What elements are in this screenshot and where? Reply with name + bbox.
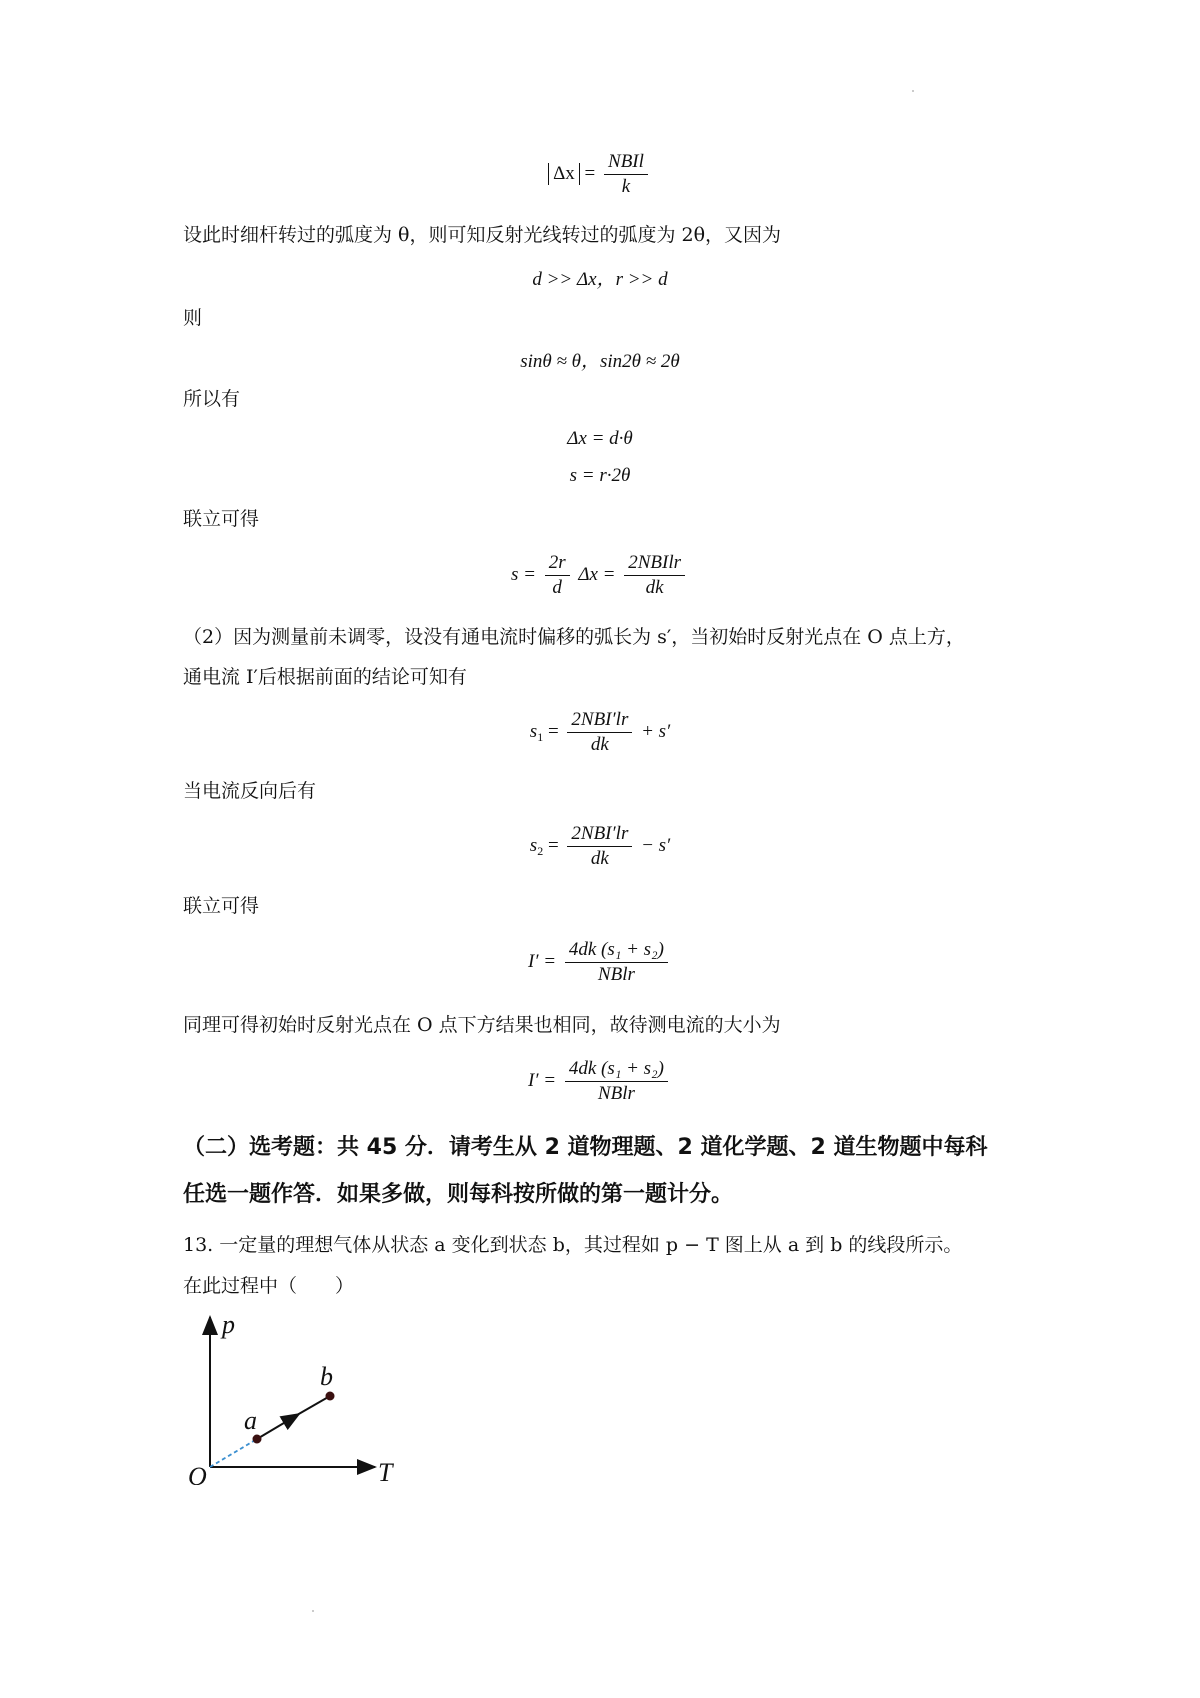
eq1-num: NBIl <box>604 150 648 175</box>
eq7-sub: 1 <box>537 729 544 744</box>
eq6-num2: 2NBIlr <box>624 551 685 576</box>
T-axis-label: T <box>378 1458 393 1485</box>
p-axis-label: p <box>222 1310 235 1339</box>
equation-s-r-2theta: s = r·2θ <box>569 465 631 486</box>
scan-mark <box>912 90 914 92</box>
equation-s-result <box>0 551 1200 600</box>
text-part2-line1: （2）因为测量前未调零，设没有通电流时偏移的弧长为 s′，当初始时反射光点在 O 点上方， <box>183 626 965 648</box>
text-angle: 设此时细杆转过的弧度为 θ，则可知反射光线转过的弧度为 2θ，又因为 <box>183 224 782 246</box>
text-then: 则 <box>183 307 203 329</box>
eq6-den2: dk <box>645 577 664 598</box>
eq10-den: NBlr <box>597 1083 635 1104</box>
eq7-lhs: s <box>529 720 538 742</box>
equation-s1: $s_1$ = $\frac{\text{2NBI′lr}}{dk}$ + s′ <box>529 709 671 755</box>
eq7-num: 2NBI′lr <box>567 708 632 733</box>
text-part2-line2: 通电流 I′后根据前面的结论可知有 <box>183 666 467 688</box>
text-combine-2: 联立可得 <box>183 895 260 917</box>
eq9-lhs: I′ = <box>528 950 557 972</box>
question-13-line1: 13. 一定量的理想气体从状态 a 变化到状态 b，其过程如 p − T 图上从 a 到 b 的线段所示。 <box>183 1234 963 1256</box>
origin-label: O <box>188 1462 207 1485</box>
eq1-lhs: Δx <box>548 163 580 185</box>
eq8-num: 2NBI′lr <box>567 822 632 847</box>
section-heading-line1: （二）选考题：共 45 分．请考生从 2 道物理题、2 道化学题、2 道生物题中每科 <box>183 1135 988 1160</box>
text-same-below: 同理可得初始时反射光点在 O 点下方结果也相同，故待测电流的大小为 <box>183 1014 781 1036</box>
point-b <box>326 1392 335 1401</box>
equation-small-angle: sinθ ≈ θ，sin2θ ≈ 2θ <box>520 351 680 372</box>
equation-delta-x-d-theta: Δx = d·θ <box>567 428 633 449</box>
eq8-lhs: s <box>529 834 538 856</box>
eq6-num1: 2r <box>545 551 570 576</box>
eq9-num: 4dk (s₁ + s₂) <box>565 938 668 963</box>
eq9-den: NBlr <box>597 964 635 985</box>
eq1-den: k <box>621 176 631 197</box>
point-a-label: a <box>244 1406 257 1435</box>
equation-approx-conditions: d >> Δx，r >> d <box>532 269 668 290</box>
point-a <box>253 1435 262 1444</box>
eq6-mid: Δx = <box>578 563 616 585</box>
equation-current-1 <box>0 938 1200 987</box>
eq8-sub: 2 <box>537 843 544 858</box>
process-arrow <box>257 1414 299 1439</box>
p-T-diagram <box>180 1305 410 1485</box>
section-heading-line2: 任选一题作答．如果多做，则每科按所做的第一题计分。 <box>183 1182 734 1207</box>
question-13-line2: 在此过程中（ ） <box>183 1275 355 1297</box>
eq6-den1: d <box>552 577 562 598</box>
text-combine-1: 联立可得 <box>183 508 260 530</box>
text-reverse-current: 当电流反向后有 <box>183 780 317 802</box>
eq10-num: 4dk (s₁ + s₂) <box>565 1057 668 1082</box>
process-segment <box>297 1396 330 1415</box>
eq10-lhs: I′ = <box>528 1069 557 1091</box>
eq7-tail: + s′ <box>641 720 671 742</box>
scan-mark <box>312 1610 314 1612</box>
eq7-den: dk <box>590 734 609 755</box>
eq8-tail: − s′ <box>641 834 671 856</box>
equation-current-2 <box>0 1057 1200 1106</box>
eq6-lhs: s = <box>510 563 536 585</box>
extension-dashed-line <box>210 1439 257 1467</box>
text-therefore: 所以有 <box>183 388 241 410</box>
equation-delta-x: Δx = $\frac{\text{NBIl}}{k}$ <box>0 150 1200 199</box>
eq8-den: dk <box>590 848 609 869</box>
point-b-label: b <box>320 1362 333 1391</box>
equation-s2: $s_2$ = $\frac{\text{2NBI′lr}}{dk}$ − s′ <box>529 823 671 869</box>
